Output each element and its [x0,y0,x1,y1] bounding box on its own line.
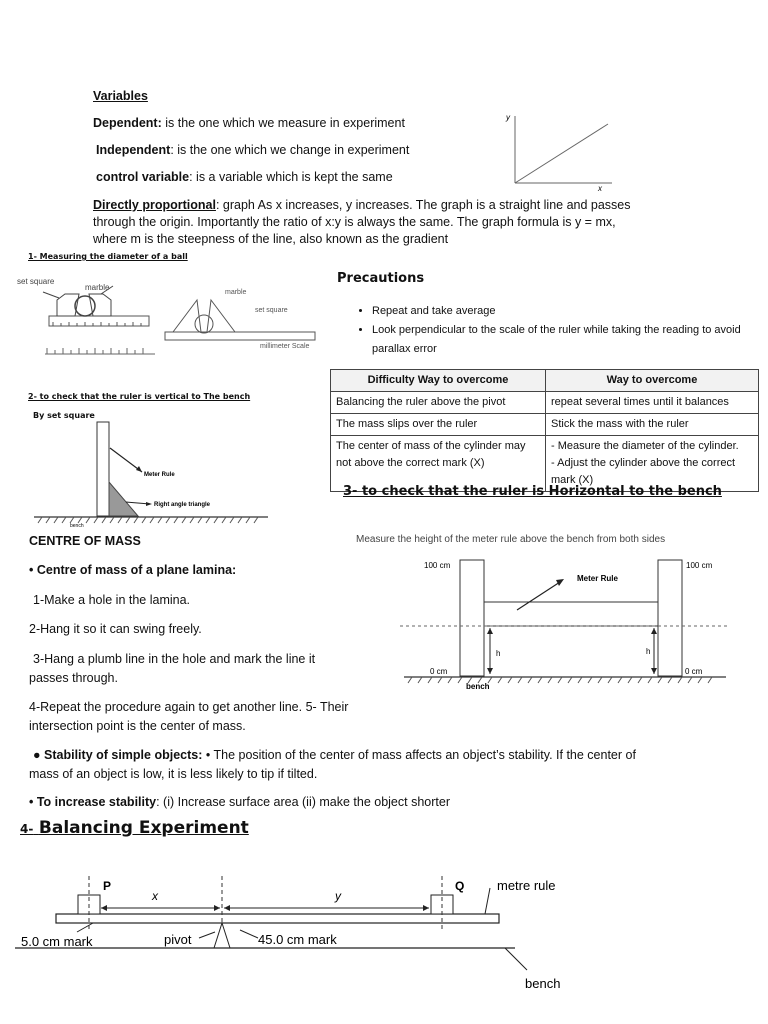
precaution-item: • Repeat and take average [372,302,757,321]
right-vertical-rule [658,560,682,676]
balancing-number: 4- [20,822,34,836]
lamina-heading: • Centre of mass of a plane lamina: [29,563,237,577]
vertical-diagram [30,420,275,528]
horizontal-caption: Measure the height of the meter rule above the bench from both sides [356,534,666,545]
marble-sketch-2 [195,315,213,333]
direct-text: : graph As x increases, y increases. The graph is a straight line and passes through the origin. Importantly the ratio of x:y is always the same. The graph formula is y = mx, where m is the steepness of the line, also known as the gradient [93,198,631,246]
set-square-sketch-b [207,300,235,332]
label-right-angle: Right angle triangle [154,502,211,508]
label-x: x [152,889,158,903]
table-cell: Stick the mass with the ruler [546,414,759,436]
label-h-right: h [646,647,651,656]
table-header-row [331,370,759,392]
marble-sketch [75,296,95,316]
independent-definition [96,142,409,159]
set-square-sketch-a [173,300,201,332]
variables-heading: Variables [93,89,148,103]
vertical-heading: 2- to check that the ruler is vertical to The bench [28,392,251,401]
com-heading: CENTRE OF MASS [29,534,141,548]
label-0-right: 0 cm [685,667,703,676]
graph-x-label: x [598,184,602,193]
label-metre-rule: metre rule [497,878,556,893]
table-header: Difficulty Way to overcome [331,370,546,392]
control-definition [96,169,393,186]
mm-scale-sketch [165,332,315,340]
difficulty-table [330,369,759,492]
meter-rule-vertical [97,422,109,516]
proportion-graph [500,108,620,194]
precautions-heading: Precautions [337,271,425,286]
direct-term: Directly proportional [93,198,216,212]
label-set-square: set square [17,277,55,286]
label-meter-rule-v: Meter Rule [144,472,175,478]
label-45cm-mark: 45.0 cm mark [258,932,337,947]
right-angle-triangle [109,482,138,516]
independent-term: Independent [96,143,171,157]
label-pivot: pivot [164,932,192,947]
stability-text: • The position of the center of mass affects an object’s stability. If the center of mass of an object is low, it is less likely to tip if tilted. [29,748,636,781]
vertical-subheading: By set square [33,411,95,420]
dependent-text: is the one which we measure in experiment [161,116,405,130]
label-y: y [335,889,341,903]
table-row [331,392,759,414]
label-set-square-2: set square [255,307,288,314]
label-100-right: 100 cm [686,561,713,570]
direct-definition [93,197,653,248]
independent-text: : is the one which we change in experiment [170,143,410,157]
horizontal-heading: 3- to check that the ruler is Horizontal to the bench [343,484,722,499]
increase-term: • To increase stability [29,795,157,809]
balancing-diagram [15,870,585,1000]
table-cell: repeat several times until it balances [546,392,759,414]
label-bench-h: bench [466,682,490,691]
metre-rule-bar [56,914,499,923]
graph-line [515,124,608,183]
table-cell: Balancing the ruler above the pivot [331,392,546,414]
table-header: Way to overcome [546,370,759,392]
table-row [331,414,759,436]
table-cell: The center of mass of the cylinder may not above the correct mark (X) [331,436,546,492]
label-bench: bench [525,976,561,991]
label-meter-rule-h: Meter Rule [577,574,618,583]
graph-y-label: y [506,113,510,122]
ball-heading: 1- Measuring the diameter of a ball [28,252,188,261]
precautions-list [350,302,757,359]
label-0-left: 0 cm [430,667,448,676]
dependent-definition [93,115,405,132]
lamina-step-2: 2-Hang it so it can swing freely. [29,622,202,636]
ruler-sketch [49,316,149,326]
table-cell: - Measure the diameter of the cylinder. - Adjust the cylinder above the correct mark (X) [546,436,759,492]
label-5cm-mark: 5.0 cm mark [21,934,93,949]
metre-rule-pointer [485,888,490,914]
horizontal-diagram [400,552,730,694]
increase-text: : (i) Increase surface area (ii) make the object shorter [156,795,450,809]
bench-pointer [505,948,527,970]
label-mm-scale: millimeter Scale [260,343,310,350]
increase-stability [29,794,450,811]
label-marble: marble [85,283,110,292]
label-Q: Q [455,879,465,893]
stability-paragraph [29,746,669,784]
scale-sketch [45,348,155,354]
label-100-left: 100 cm [424,561,451,570]
pivot-wedge [214,923,230,948]
balancing-heading: Balancing Experiment [38,818,249,838]
horizontal-meter-rule [484,602,658,626]
ball-diagram [15,272,335,364]
label-marble-2: marble [225,289,247,296]
label-P: P [103,879,112,893]
control-text: : is a variable which is kept the same [189,170,393,184]
lamina-step-4: 4-Repeat the procedure again to get another line. 5- Their intersection point is the center of mass. [29,700,349,733]
stability-term: ● Stability of simple objects: [33,748,203,762]
left-vertical-rule [460,560,484,676]
label-bench-v: bench [70,523,84,528]
lamina-step-3: 3-Hang a plumb line in the hole and mark the line it passes through. [29,652,316,685]
label-h-left: h [496,649,501,658]
control-term: control variable [96,170,190,184]
lamina-step-1: 1-Make a hole in the lamina. [33,593,191,607]
dependent-term: Dependent: [93,116,162,130]
balancing-heading-wrap [20,818,249,838]
table-cell: The mass slips over the ruler [331,414,546,436]
precaution-item: • Look perpendicular to the scale of the ruler while taking the reading to avoid parallax error [372,321,757,359]
